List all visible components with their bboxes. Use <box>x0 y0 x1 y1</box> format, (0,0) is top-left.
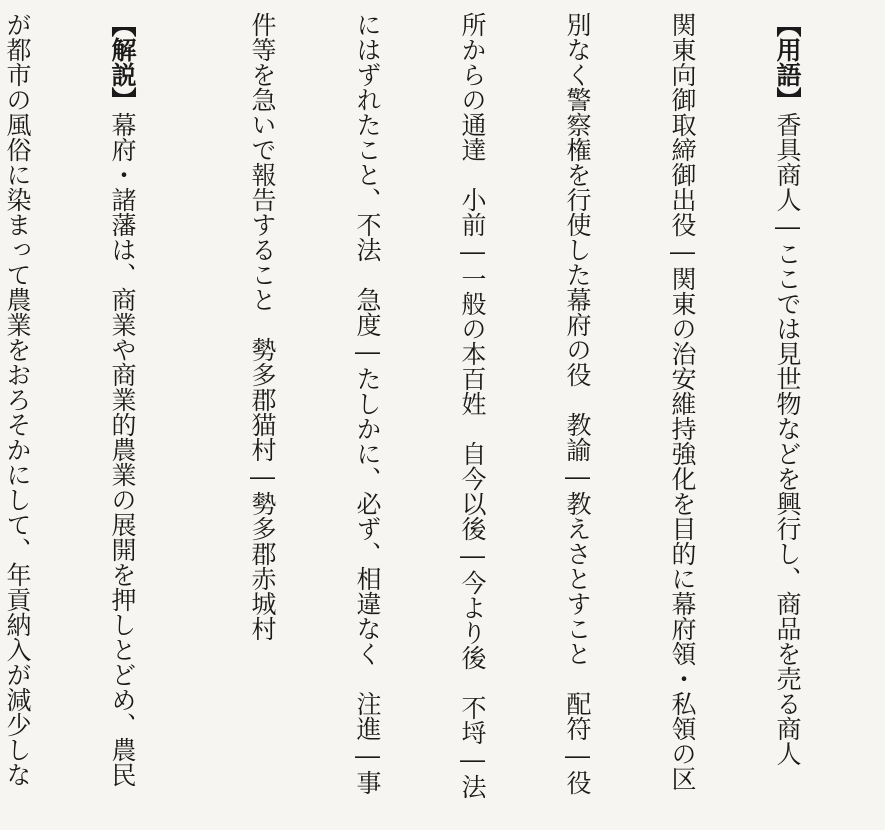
glossary-line-1 <box>770 12 805 766</box>
vertical-text-block <box>0 12 875 799</box>
glossary-line-2: 関東向御取締御出役―関東の治安維持強化を目的に幕府領・私領の区 <box>668 12 697 791</box>
commentary-line-text: 幕府・諸藩は、商業や商業的農業の展開を押しとどめ、農民 <box>108 112 137 787</box>
glossary-heading: 【用語】 <box>773 12 802 112</box>
glossary-line-6: 件等を急いで報告すること 勢多郡猫村―勢多郡赤城村 <box>248 12 277 641</box>
commentary-line-1 <box>105 12 140 787</box>
glossary-line-4: 所からの通達 小前―一般の本百姓 自今以後―今より後 不埒―法 <box>458 12 487 799</box>
glossary-line-5: にはずれたこと、不法 急度―たしかに、必ず、相違なく 注進―事 <box>353 12 382 795</box>
commentary-line-2: が都市の風俗に染まって農業をおろそかにして、年貢納入が減少しな <box>3 12 32 787</box>
glossary-line-3: 別なく警察権を行使した幕府の役 教諭―教えさとすこと 配符―役 <box>563 12 592 795</box>
commentary-heading: 【解説】 <box>108 12 137 112</box>
glossary-line-text: 香具商人―ここでは見世物などを興行し、商品を売る商人 <box>773 112 802 766</box>
